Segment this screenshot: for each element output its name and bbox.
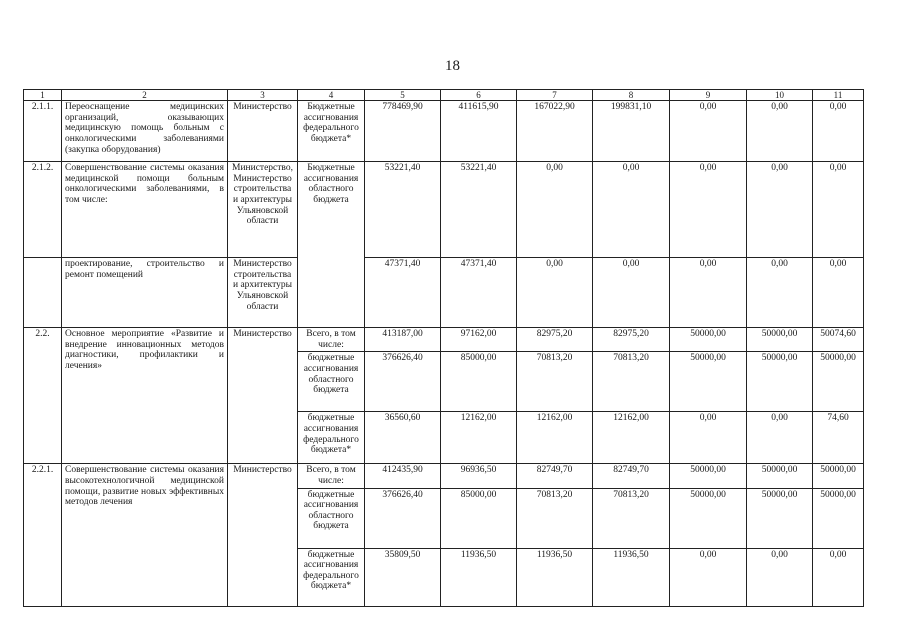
- column-header: 2: [62, 90, 228, 101]
- item-number: 2.2.: [24, 328, 62, 464]
- item-number: [24, 258, 62, 328]
- value-cell: 778469,90: [365, 101, 441, 162]
- item-number: 2.1.1.: [24, 101, 62, 162]
- item-number: 2.1.2.: [24, 162, 62, 258]
- column-header: 1: [24, 90, 62, 101]
- funding-source: Бюджетные ассигнования областного бюджета: [298, 162, 365, 328]
- value-cell: 70813,20: [517, 352, 593, 412]
- table-row: [24, 101, 864, 162]
- item-name: проектирование, строительство и ремонт помещений: [62, 258, 228, 328]
- value-cell: 97162,00: [441, 328, 517, 352]
- column-header: 6: [441, 90, 517, 101]
- funding-source: Всего, в том числе:: [298, 328, 365, 352]
- item-name: Совершенствование системы оказания высокотехнологичной медицинской помощи, развитие новых эффективных методов лечения: [62, 464, 228, 606]
- value-cell: 0,00: [747, 548, 813, 606]
- value-cell: 12162,00: [517, 412, 593, 464]
- value-cell: 50000,00: [747, 488, 813, 548]
- value-cell: 82749,70: [517, 464, 593, 488]
- column-header: 11: [813, 90, 864, 101]
- value-cell: 199831,10: [593, 101, 670, 162]
- value-cell: 0,00: [813, 258, 864, 328]
- item-executor: Министерство: [228, 328, 298, 464]
- value-cell: 50000,00: [670, 488, 747, 548]
- value-cell: 50000,00: [670, 352, 747, 412]
- value-cell: 70813,20: [517, 488, 593, 548]
- table-row: [24, 464, 864, 488]
- value-cell: 47371,40: [365, 258, 441, 328]
- item-name: Основное мероприятие «Развитие и внедрение инновационных методов диагностики, профилактики и лечения»: [62, 328, 228, 464]
- value-cell: 96936,50: [441, 464, 517, 488]
- value-cell: 36560,60: [365, 412, 441, 464]
- value-cell: 50000,00: [747, 352, 813, 412]
- value-cell: 11936,50: [441, 548, 517, 606]
- value-cell: 74,60: [813, 412, 864, 464]
- value-cell: 82975,20: [517, 328, 593, 352]
- funding-source: Бюджетные ассигнования федерального бюджета*: [298, 101, 365, 162]
- item-executor: Министерство строительства и архитектуры Ульяновской области: [228, 258, 298, 328]
- value-cell: 0,00: [593, 162, 670, 258]
- value-cell: 50000,00: [747, 464, 813, 488]
- value-cell: 50000,00: [670, 464, 747, 488]
- item-number: 2.2.1.: [24, 464, 62, 606]
- value-cell: 376626,40: [365, 488, 441, 548]
- value-cell: 50000,00: [670, 328, 747, 352]
- value-cell: 82749,70: [593, 464, 670, 488]
- value-cell: 47371,40: [441, 258, 517, 328]
- value-cell: 0,00: [517, 162, 593, 258]
- funding-source: бюджетные ассигнования областного бюджета: [298, 352, 365, 412]
- value-cell: 53221,40: [365, 162, 441, 258]
- value-cell: 0,00: [670, 412, 747, 464]
- value-cell: 12162,00: [441, 412, 517, 464]
- value-cell: 412435,90: [365, 464, 441, 488]
- funding-source: Всего, в том числе:: [298, 464, 365, 488]
- column-header: 10: [747, 90, 813, 101]
- value-cell: 85000,00: [441, 352, 517, 412]
- value-cell: 35809,50: [365, 548, 441, 606]
- value-cell: 53221,40: [441, 162, 517, 258]
- value-cell: 85000,00: [441, 488, 517, 548]
- table-row: [24, 258, 864, 328]
- column-header: 8: [593, 90, 670, 101]
- value-cell: 50000,00: [813, 488, 864, 548]
- value-cell: 0,00: [670, 258, 747, 328]
- value-cell: 0,00: [670, 162, 747, 258]
- funding-source: бюджетные ассигнования областного бюджета: [298, 488, 365, 548]
- value-cell: 50000,00: [813, 464, 864, 488]
- value-cell: 376626,40: [365, 352, 441, 412]
- item-executor: Министерство: [228, 464, 298, 606]
- item-executor: Министерство, Министерство строительства и архитектуры Ульяновской области: [228, 162, 298, 258]
- column-header: 7: [517, 90, 593, 101]
- item-name: Совершенствование системы оказания медицинской помощи больным онкологическими заболеваниями, в том числе:: [62, 162, 228, 258]
- value-cell: 50074,60: [813, 328, 864, 352]
- value-cell: 0,00: [670, 101, 747, 162]
- funding-source: бюджетные ассигнования федерального бюджета*: [298, 412, 365, 464]
- value-cell: 50000,00: [813, 352, 864, 412]
- value-cell: 0,00: [747, 162, 813, 258]
- item-executor: Министерство: [228, 101, 298, 162]
- value-cell: 0,00: [747, 258, 813, 328]
- funding-source: бюджетные ассигнования федерального бюджета*: [298, 548, 365, 606]
- value-cell: 82975,20: [593, 328, 670, 352]
- value-cell: 70813,20: [593, 352, 670, 412]
- value-cell: 12162,00: [593, 412, 670, 464]
- column-header: 9: [670, 90, 747, 101]
- item-name: Переоснащение медицинских организаций, оказывающих медицинскую помощь больным с онкологическими заболеваниями (закупка оборудования): [62, 101, 228, 162]
- value-cell: 0,00: [670, 548, 747, 606]
- value-cell: 0,00: [747, 101, 813, 162]
- value-cell: 0,00: [593, 258, 670, 328]
- value-cell: 0,00: [813, 548, 864, 606]
- value-cell: 50000,00: [747, 328, 813, 352]
- page-number: 18: [445, 58, 460, 74]
- value-cell: 0,00: [813, 162, 864, 258]
- column-header: 3: [228, 90, 298, 101]
- column-header: 5: [365, 90, 441, 101]
- value-cell: 0,00: [813, 101, 864, 162]
- budget-table: [23, 89, 864, 607]
- table-row: [24, 328, 864, 352]
- column-header: 4: [298, 90, 365, 101]
- value-cell: 11936,50: [593, 548, 670, 606]
- table-row: [24, 162, 864, 258]
- scan-noise: [0, 6, 905, 12]
- header-row: [24, 90, 864, 101]
- value-cell: 11936,50: [517, 548, 593, 606]
- value-cell: 70813,20: [593, 488, 670, 548]
- value-cell: 413187,00: [365, 328, 441, 352]
- value-cell: 0,00: [747, 412, 813, 464]
- value-cell: 411615,90: [441, 101, 517, 162]
- value-cell: 0,00: [517, 258, 593, 328]
- value-cell: 167022,90: [517, 101, 593, 162]
